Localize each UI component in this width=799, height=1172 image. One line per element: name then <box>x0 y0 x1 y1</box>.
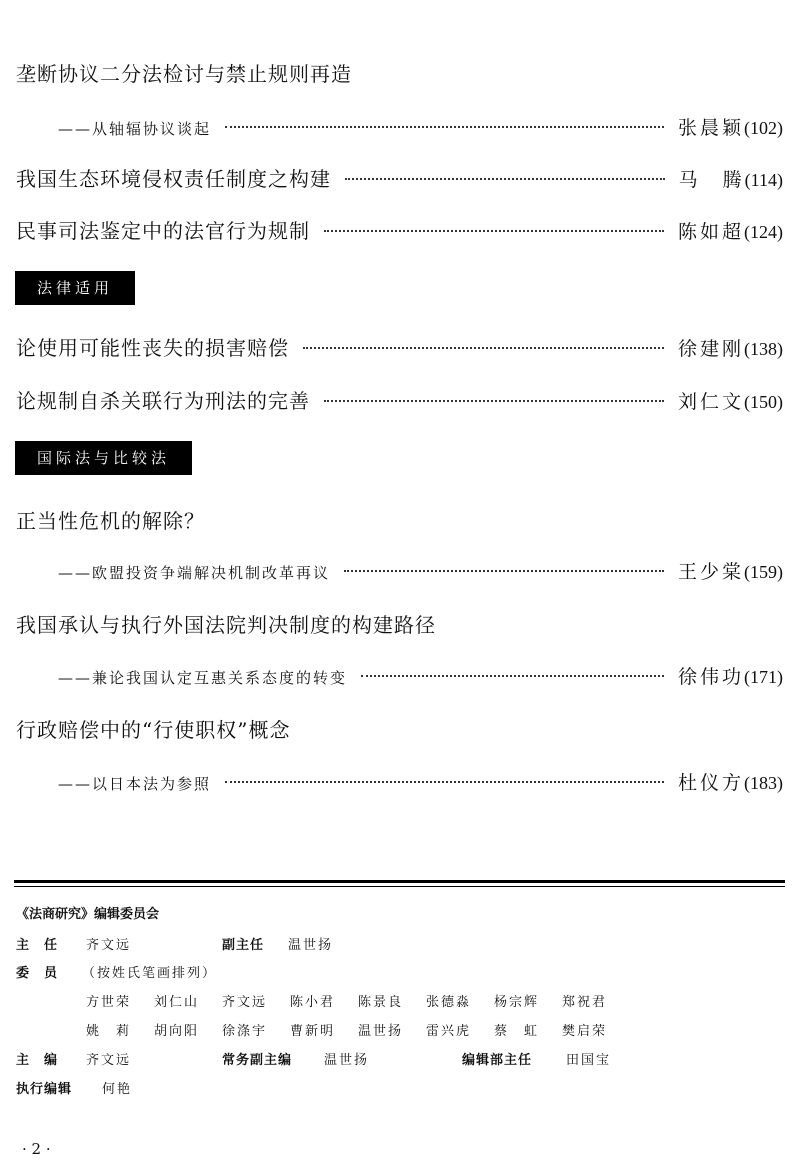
entry-author: 徐建刚 <box>677 338 744 360</box>
members-row <box>16 991 783 1017</box>
member-name: 陈景良 <box>358 995 404 1010</box>
entry-page: (150) <box>744 392 783 412</box>
section-heading: 法律适用 <box>15 271 135 305</box>
entry-author: 张晨颖 <box>677 117 744 139</box>
vice-label: 副主任 <box>222 938 265 953</box>
exec-vice-label: 常务副主编 <box>222 1053 293 1068</box>
toc-entry-title <box>16 714 783 743</box>
entry-subtitle: ——从轴辐协议谈起 <box>58 120 212 138</box>
entry-title: 我国生态环境侵权责任制度之构建 <box>16 167 331 191</box>
member-name: 曹新明 <box>290 1024 336 1039</box>
entry-title: 论规制自杀关联行为刑法的完善 <box>16 389 310 413</box>
entry-page: (159) <box>744 562 783 582</box>
page-number: · 2 · <box>22 1140 51 1158</box>
entry-page: (171) <box>744 667 783 687</box>
member-name: 蔡 虹 <box>494 1024 540 1039</box>
entry-title: 正当性危机的解除？ <box>16 509 205 533</box>
dot-leader <box>225 126 664 128</box>
dot-leader <box>345 178 665 180</box>
toc-entry[interactable] <box>58 113 783 140</box>
member-name: 郑祝君 <box>562 995 608 1010</box>
entry-subtitle: ——兼论我国认定互惠关系态度的转变 <box>58 669 348 687</box>
dot-leader <box>324 400 664 402</box>
entry-page: (124) <box>744 222 783 242</box>
entry-title: 我国承认与执行外国法院判决制度的构建路径 <box>16 613 436 637</box>
member-name: 方世荣 <box>86 995 132 1010</box>
entry-page: (102) <box>744 118 783 138</box>
entry-page: (183) <box>744 773 783 793</box>
dot-leader <box>225 781 664 783</box>
exec-vice-name: 温世扬 <box>324 1053 370 1068</box>
toc-entry[interactable] <box>58 557 783 584</box>
entry-author: 王少棠 <box>677 561 744 583</box>
board-row-chief <box>16 934 783 960</box>
toc-entry-title <box>16 505 783 534</box>
office-label: 编辑部主任 <box>462 1053 533 1068</box>
chief-name: 齐文远 <box>86 938 132 953</box>
board-row-editors <box>16 1049 783 1075</box>
members-label: 委 员 <box>16 966 59 981</box>
members-row <box>16 1020 783 1046</box>
toc-entry-title <box>16 58 783 87</box>
section-heading: 国际法与比较法 <box>15 441 192 475</box>
member-name: 徐涤宇 <box>222 1024 268 1039</box>
member-name: 樊启荣 <box>562 1024 608 1039</box>
office-name: 田国宝 <box>566 1053 612 1068</box>
entry-author: 陈如超 <box>677 221 744 243</box>
board-row-managing <box>16 1078 783 1104</box>
entry-author: 刘仁文 <box>677 391 744 413</box>
board-row-members <box>16 962 783 988</box>
dot-leader <box>303 347 664 349</box>
entry-page: (114) <box>744 170 783 190</box>
managing-label: 执行编辑 <box>16 1082 73 1097</box>
toc-entry[interactable] <box>58 662 783 689</box>
toc-entry-title <box>16 609 783 638</box>
member-name: 陈小君 <box>290 995 336 1010</box>
member-name: 温世扬 <box>358 1024 404 1039</box>
entry-author: 杜仪方 <box>677 772 744 794</box>
toc-entry[interactable] <box>58 768 783 795</box>
members-note: （按姓氏笔画排列） <box>82 966 218 981</box>
toc-entry[interactable] <box>16 163 783 192</box>
entry-title: 论使用可能性丧失的损害赔偿 <box>16 336 289 360</box>
entry-author: 徐伟功 <box>677 666 744 688</box>
divider-thick <box>14 880 785 883</box>
member-name: 雷兴虎 <box>426 1024 472 1039</box>
managing-name: 何艳 <box>102 1082 133 1097</box>
toc-entry[interactable] <box>16 332 783 361</box>
chief-label: 主 任 <box>16 938 59 953</box>
member-name: 杨宗辉 <box>494 995 540 1010</box>
board-heading: 《法商研究》编辑委员会 <box>16 907 160 922</box>
entry-subtitle: ——以日本法为参照 <box>58 775 212 793</box>
editor-label: 主 编 <box>16 1053 59 1068</box>
toc-entry[interactable] <box>16 215 783 244</box>
dot-leader <box>361 675 664 677</box>
entry-page: (138) <box>744 339 783 359</box>
member-name: 姚 莉 <box>86 1024 132 1039</box>
vice-name: 温世扬 <box>288 938 334 953</box>
dot-leader <box>344 570 664 572</box>
member-name: 刘仁山 <box>154 995 200 1010</box>
dot-leader <box>324 230 664 232</box>
member-name: 齐文远 <box>222 995 268 1010</box>
member-name: 张德淼 <box>426 995 472 1010</box>
toc-entry[interactable] <box>16 385 783 414</box>
entry-author: 马 腾 <box>678 169 745 191</box>
entry-title: 民事司法鉴定中的法官行为规制 <box>16 219 310 243</box>
member-name: 胡向阳 <box>154 1024 200 1039</box>
editor-name: 齐文远 <box>86 1053 132 1068</box>
entry-title: 行政赔偿中的“行使职权”概念 <box>16 718 291 742</box>
divider-thin <box>14 886 785 887</box>
entry-subtitle: ——欧盟投资争端解决机制改革再议 <box>58 564 331 582</box>
entry-title: 垄断协议二分法检讨与禁止规则再造 <box>16 62 352 86</box>
